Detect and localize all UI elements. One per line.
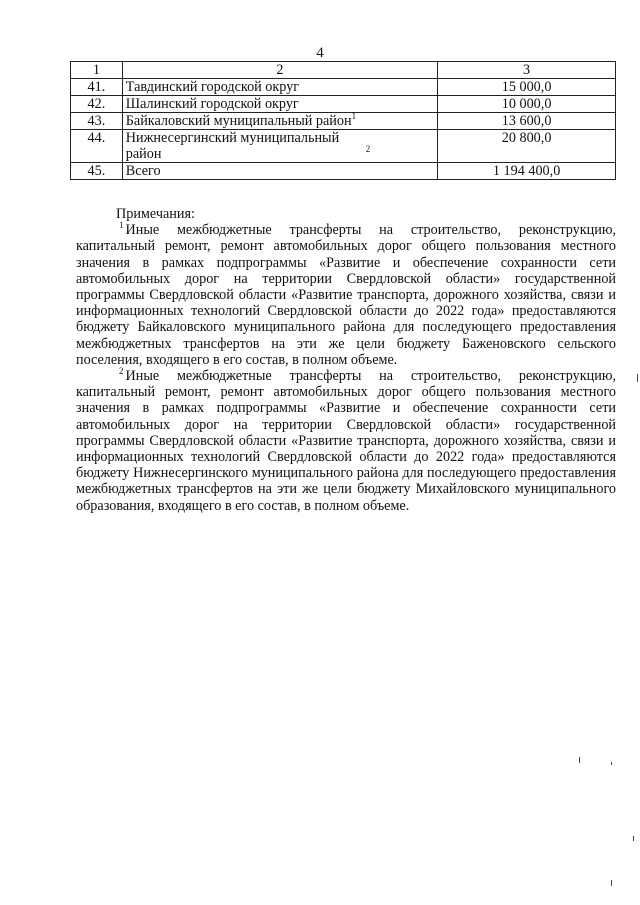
row-name — [122, 113, 437, 130]
header-cell-num: 1 — [71, 62, 123, 79]
note-marker: 2 — [119, 366, 124, 377]
row-number: 42. — [71, 96, 123, 113]
header-cell-name: 2 — [122, 62, 437, 79]
row-name-text: Тавдинский городской округ — [125, 79, 300, 95]
notes-section — [76, 206, 616, 514]
row-number: 41. — [71, 79, 123, 96]
scan-speck — [611, 880, 612, 886]
row-name — [122, 96, 437, 113]
page-number: 4 — [316, 45, 324, 61]
row-name-text: Шалинский городской округ — [125, 96, 299, 112]
footnote-ref: 1 — [351, 111, 357, 121]
table-row — [71, 130, 616, 163]
row-name — [122, 130, 437, 163]
row-name — [122, 163, 437, 180]
note-paragraph-2 — [76, 368, 616, 514]
table-row-total — [71, 163, 616, 180]
row-number: 43. — [71, 113, 123, 130]
row-amount: 20 800,0 — [438, 130, 616, 163]
row-name — [122, 79, 437, 96]
row-name-text: Байкаловский муниципальный район — [125, 113, 352, 129]
row-number: 45. — [71, 163, 123, 180]
row-amount: 10 000,0 — [438, 96, 616, 113]
scan-speck — [637, 374, 638, 382]
row-name-text: Всего — [125, 163, 161, 179]
table-row — [71, 79, 616, 96]
footnote-ref: 2 — [365, 144, 371, 154]
header-cell-amount: 3 — [438, 62, 616, 79]
note-paragraph-1 — [76, 222, 616, 368]
table-header-row — [71, 62, 616, 79]
table-row — [71, 96, 616, 113]
scan-speck — [633, 836, 634, 841]
note-text: Иные межбюджетные трансферты на строительство, реконструкцию, капитальный ремонт, ремонт автомобильных дорог общего пользования местного значения в рамках подпрограммы «Развитие и обеспечение сохранности сети автомобильных дорог на территории Свердловской области» государственной программы Свердловской области «Развитие транспорта, дорожного хозяйства, связи и информационных технологий Свердловской области до 2022 года» предоставляются бюджету Нижнесергинского муниципального района для последующего предоставления межбюджетных трансфертов на эти же цели бюджету Михайловского муниципального образования, входящего в его состав, в полном объеме. — [76, 368, 616, 514]
row-name-text: Нижнесергинский муниципальный район — [125, 130, 340, 162]
budget-table — [70, 61, 616, 180]
row-amount: 1 194 400,0 — [438, 163, 616, 180]
note-marker: 1 — [119, 220, 124, 231]
scan-speck — [611, 762, 612, 765]
table-row — [71, 113, 616, 130]
note-text: Иные межбюджетные трансферты на строительство, реконструкцию, капитальный ремонт, ремонт автомобильных дорог общего пользования местного значения в рамках подпрограммы «Развитие и обеспечение сохранности сети автомобильных дорог на территории Свердловской области» государственной программы Свердловской области «Развитие транспорта, дорожного хозяйства, связи и информационных технологий Свердловской области до 2022 года» предоставляются бюджету Байкаловского муниципального района для последующего предоставления межбюджетных трансфертов на эти же цели бюджету Баженовского сельского поселения, входящего в его состав, в полном объеме. — [76, 222, 616, 368]
row-number: 44. — [71, 130, 123, 163]
notes-title: Примечания: — [116, 206, 195, 222]
row-amount: 15 000,0 — [438, 79, 616, 96]
scan-speck — [579, 757, 580, 763]
row-amount: 13 600,0 — [438, 113, 616, 130]
